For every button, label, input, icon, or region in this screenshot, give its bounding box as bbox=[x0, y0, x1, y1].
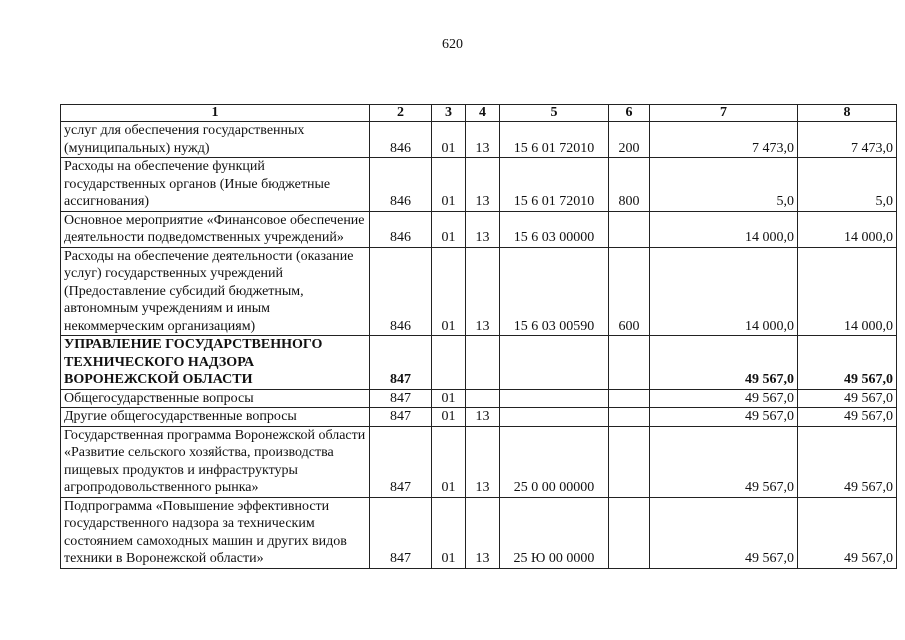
row-csr bbox=[500, 336, 609, 390]
table-row bbox=[61, 497, 897, 568]
row-rz: 01 bbox=[432, 211, 466, 247]
row-vr bbox=[609, 389, 650, 408]
column-header-3: 3 bbox=[432, 105, 466, 122]
row-rz: 01 bbox=[432, 426, 466, 497]
row-pr: 13 bbox=[466, 247, 500, 336]
row-pr: 13 bbox=[466, 122, 500, 158]
row-name: Государственная программа Воронежской области «Развитие сельского хозяйства, производства пищевых продуктов и инфраструктуры агропродовольственного рынка» bbox=[61, 426, 370, 497]
row-code: 846 bbox=[370, 211, 432, 247]
row-code: 847 bbox=[370, 497, 432, 568]
row-sum-2: 49 567,0 bbox=[798, 389, 897, 408]
row-sum-1: 49 567,0 bbox=[650, 336, 798, 390]
row-pr: 13 bbox=[466, 158, 500, 212]
table-row bbox=[61, 247, 897, 336]
column-header-6: 6 bbox=[609, 105, 650, 122]
row-pr bbox=[466, 336, 500, 390]
row-rz: 01 bbox=[432, 389, 466, 408]
row-code: 847 bbox=[370, 408, 432, 427]
row-sum-1: 49 567,0 bbox=[650, 389, 798, 408]
row-pr: 13 bbox=[466, 497, 500, 568]
row-sum-2: 49 567,0 bbox=[798, 426, 897, 497]
row-code: 846 bbox=[370, 247, 432, 336]
row-name: Подпрограмма «Повышение эффективности государственного надзора за техническим состоянием самоходных машин и других видов техники в Воронежской области» bbox=[61, 497, 370, 568]
row-code: 847 bbox=[370, 426, 432, 497]
row-name: Основное мероприятие «Финансовое обеспечение деятельности подведомственных учреждений» bbox=[61, 211, 370, 247]
column-header-2: 2 bbox=[370, 105, 432, 122]
row-name: УПРАВЛЕНИЕ ГОСУДАРСТВЕННОГО ТЕХНИЧЕСКОГО НАДЗОРА ВОРОНЕЖСКОЙ ОБЛАСТИ bbox=[61, 336, 370, 390]
row-vr bbox=[609, 497, 650, 568]
column-header-1: 1 bbox=[61, 105, 370, 122]
budget-table bbox=[60, 104, 897, 569]
column-header-4: 4 bbox=[466, 105, 500, 122]
row-csr bbox=[500, 389, 609, 408]
row-sum-2: 14 000,0 bbox=[798, 247, 897, 336]
row-code: 847 bbox=[370, 336, 432, 390]
table-row bbox=[61, 211, 897, 247]
row-sum-1: 14 000,0 bbox=[650, 247, 798, 336]
row-csr: 25 0 00 00000 bbox=[500, 426, 609, 497]
row-sum-1: 14 000,0 bbox=[650, 211, 798, 247]
table-header-row bbox=[61, 105, 897, 122]
row-sum-1: 5,0 bbox=[650, 158, 798, 212]
table-body bbox=[61, 122, 897, 569]
row-rz: 01 bbox=[432, 408, 466, 427]
table-row bbox=[61, 389, 897, 408]
row-vr: 200 bbox=[609, 122, 650, 158]
row-sum-2: 49 567,0 bbox=[798, 408, 897, 427]
row-csr: 15 6 01 72010 bbox=[500, 158, 609, 212]
row-vr bbox=[609, 408, 650, 427]
row-csr: 15 6 03 00590 bbox=[500, 247, 609, 336]
row-pr: 13 bbox=[466, 408, 500, 427]
row-name: Другие общегосударственные вопросы bbox=[61, 408, 370, 427]
row-csr: 15 6 01 72010 bbox=[500, 122, 609, 158]
row-rz bbox=[432, 336, 466, 390]
row-vr: 600 bbox=[609, 247, 650, 336]
row-sum-1: 49 567,0 bbox=[650, 408, 798, 427]
row-code: 846 bbox=[370, 122, 432, 158]
row-name: Общегосударственные вопросы bbox=[61, 389, 370, 408]
row-csr: 15 6 03 00000 bbox=[500, 211, 609, 247]
row-sum-2: 49 567,0 bbox=[798, 497, 897, 568]
row-vr bbox=[609, 211, 650, 247]
row-pr bbox=[466, 389, 500, 408]
row-sum-1: 49 567,0 bbox=[650, 497, 798, 568]
row-rz: 01 bbox=[432, 247, 466, 336]
row-code: 847 bbox=[370, 389, 432, 408]
row-vr bbox=[609, 426, 650, 497]
table-row bbox=[61, 336, 897, 390]
row-csr bbox=[500, 408, 609, 427]
table-row bbox=[61, 408, 897, 427]
table-row bbox=[61, 158, 897, 212]
row-pr: 13 bbox=[466, 211, 500, 247]
row-name: Расходы на обеспечение деятельности (оказание услуг) государственных учреждений (Предоставление субсидий бюджетным, автономным учреждениям и иным некоммерческим организациям) bbox=[61, 247, 370, 336]
table-row bbox=[61, 122, 897, 158]
row-code: 846 bbox=[370, 158, 432, 212]
row-sum-2: 7 473,0 bbox=[798, 122, 897, 158]
row-sum-1: 49 567,0 bbox=[650, 426, 798, 497]
row-csr: 25 Ю 00 0000 bbox=[500, 497, 609, 568]
column-header-8: 8 bbox=[798, 105, 897, 122]
row-rz: 01 bbox=[432, 497, 466, 568]
row-sum-2: 14 000,0 bbox=[798, 211, 897, 247]
row-vr: 800 bbox=[609, 158, 650, 212]
row-pr: 13 bbox=[466, 426, 500, 497]
row-name: услуг для обеспечения государственных (муниципальных) нужд) bbox=[61, 122, 370, 158]
page-number: 620 bbox=[442, 37, 463, 52]
row-vr bbox=[609, 336, 650, 390]
row-sum-1: 7 473,0 bbox=[650, 122, 798, 158]
column-header-5: 5 bbox=[500, 105, 609, 122]
row-rz: 01 bbox=[432, 122, 466, 158]
table-row bbox=[61, 426, 897, 497]
row-sum-2: 5,0 bbox=[798, 158, 897, 212]
row-rz: 01 bbox=[432, 158, 466, 212]
row-name: Расходы на обеспечение функций государственных органов (Иные бюджетные ассигнования) bbox=[61, 158, 370, 212]
column-header-7: 7 bbox=[650, 105, 798, 122]
row-sum-2: 49 567,0 bbox=[798, 336, 897, 390]
